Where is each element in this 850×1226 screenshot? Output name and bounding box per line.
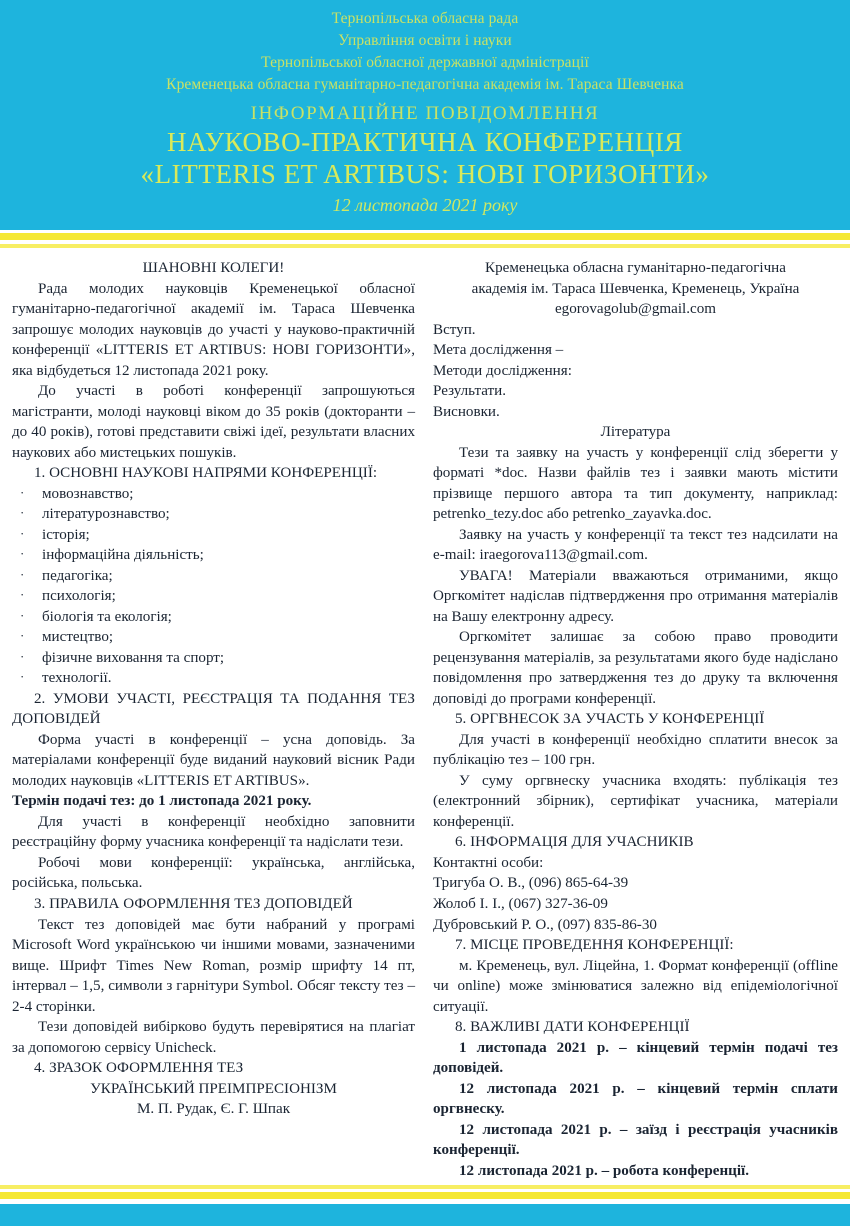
structure-item-conclusions: Висновки. <box>433 403 500 420</box>
affiliation-line-2: академія ім. Тараса Шевченка, Кременець, Україна <box>471 280 800 297</box>
sample-thesis-authors: М. П. Рудак, Є. Г. Шпак <box>136 1101 291 1118</box>
important-date-3: 12 листопада 2021 р. – заїзд і реєстрація учасників конференції. <box>433 1121 838 1159</box>
list-item <box>12 566 415 587</box>
contact-person-1: Тригуба О. В., (096) 865-64-39 <box>433 875 629 892</box>
list-item <box>12 484 415 505</box>
topic-label: технології. <box>42 670 112 687</box>
important-date-2: 12 листопада 2021 р. – кінцевий термін сплати оргвнеску. <box>433 1080 838 1118</box>
bullet-icon: · <box>20 525 25 541</box>
structure-item-intro: Вступ. <box>433 321 476 338</box>
stripe-yellow-thick <box>0 233 850 240</box>
important-date-4: 12 листопада 2021 р. – робота конференції. <box>459 1162 750 1179</box>
conference-title-line-1: НАУКОВО-ПРАКТИЧНА КОНФЕРЕНЦІЯ <box>167 126 683 157</box>
list-item <box>12 627 415 648</box>
topic-label: мистецтво; <box>42 629 114 646</box>
topic-label: інформаційна діяльність; <box>42 547 204 564</box>
list-item <box>12 607 415 628</box>
greeting: ШАНОВНІ КОЛЕГИ! <box>142 260 285 277</box>
section-3-paragraph-1: Текст тез доповідей має бути набраний у програмі Microsoft Word українською чи іншими мовами, зазначеними вище. Шрифт Times New Roman, розмір шрифту 14 пт, інтервал – 1,5, символи з гарнітури Symbol. Обсяг тексту тез – 2-4 сторінки. <box>12 916 415 1015</box>
intro-paragraph-1: Рада молодих науковців Кременецької обласної гуманітарно-педагогічної академії ім. Тараса Шевченка запрошує молодих науковців до участі у науково-практичній конференції «LITTERIS ET ARTIBUS: НОВІ ГОРИЗОНТИ», яка відбудеться 12 листопада 2021 року. <box>12 280 415 379</box>
section-7-heading: 7. МІСЦЕ ПРОВЕДЕННЯ КОНФЕРЕНЦІЇ: <box>455 937 734 954</box>
announcement-subtitle: ІНФОРМАЦІЙНЕ ПОВІДОМЛЕННЯ <box>250 103 600 124</box>
section-5-heading: 5. ОРГВНЕСОК ЗА УЧАСТЬ У КОНФЕРЕНЦІЇ <box>455 711 765 728</box>
section-7-paragraph-1: м. Кременець, вул. Ліцейна, 1. Формат конференції (offline чи online) може змінюватися залежно від епідеміологічної ситуації. <box>433 957 838 1015</box>
bullet-icon: · <box>20 484 25 500</box>
bullet-icon: · <box>20 587 25 603</box>
conference-date: 12 листопада 2021 року <box>332 195 518 216</box>
footer-divider-stripes <box>0 1181 850 1226</box>
contacts-label: Контактні особи: <box>433 854 544 871</box>
section-2-heading: 2. УМОВИ УЧАСТІ, РЕЄСТРАЦІЯ ТА ПОДАННЯ ТЕЗ ДОПОВІДЕЙ <box>12 690 415 728</box>
organizer-line-4: Кременецька обласна гуманітарно-педагогічна академія ім. Тараса Шевченка <box>166 76 684 93</box>
organizer-line-2: Управління освіти і науки <box>338 32 512 49</box>
organizer-line-1: Тернопільська обласна рада <box>331 10 519 27</box>
left-column <box>6 258 423 1181</box>
bullet-icon: · <box>20 669 25 685</box>
review-paragraph: Оргкомітет залишає за собою право проводити рецензування матеріалів, за результатами якого буде надіслано повідомлення про затвердження тез до друку та включення доповіді до програми конференції. <box>433 629 838 707</box>
topic-label: мовознавство; <box>42 485 134 502</box>
bullet-icon: · <box>20 607 25 623</box>
bullet-icon: · <box>20 648 25 664</box>
footer-band <box>0 1204 850 1226</box>
affiliation-line-1: Кременецька обласна гуманітарно-педагогічна <box>485 260 786 277</box>
submission-email-paragraph: Заявку на участь у конференції та текст тез надсилати на e-mail: iraegorova113@gmail.com. <box>433 526 838 564</box>
section-8-heading: 8. ВАЖЛИВІ ДАТИ КОНФЕРЕНЦІЇ <box>455 1019 690 1036</box>
list-item <box>12 504 415 525</box>
literature-heading: Література <box>600 424 671 441</box>
topic-label: історія; <box>42 526 90 543</box>
section-5-paragraph-2: У суму оргвнеску учасника входять: публікація тез (електронний збірник), сертифікат учасника, матеріали конференції. <box>433 772 838 830</box>
header-banner <box>0 0 850 227</box>
attention-paragraph: УВАГА! Матеріали вважаються отриманими, якщо Оргкомітет надіслав підтвердження про отримання матеріалів на Вашу електронну адресу. <box>433 567 838 625</box>
right-column <box>423 258 844 1181</box>
bullet-icon: · <box>20 505 25 521</box>
contact-person-3: Дубровський Р. О., (097) 835-86-30 <box>433 916 657 933</box>
list-item <box>12 648 415 669</box>
list-item <box>12 668 415 689</box>
topic-label: літературознавство; <box>42 506 170 523</box>
contact-person-2: Жолоб І. І., (067) 327-36-09 <box>433 896 608 912</box>
topic-label: біологія та екологія; <box>42 608 172 625</box>
topic-label: фізичне виховання та спорт; <box>42 649 225 666</box>
list-item <box>12 525 415 546</box>
section-2-paragraph-2: Для участі в конференції необхідно заповнити реєстраційну форму учасника конференції та надіслати тези. <box>12 813 415 851</box>
intro-paragraph-2: До участі в роботі конференції запрошуються магістранти, молоді науковці віком до 35 років (докторанти – до 40 років), готові представити свіжі ідеї, результати власних наукових або мистецьких пошуків. <box>12 383 415 461</box>
thesis-deadline: Термін подачі тез: до 1 листопада 2021 року. <box>12 793 312 810</box>
header-divider-stripes <box>0 227 850 254</box>
organizer-line-3: Тернопільської обласної державної адміністрації <box>261 54 589 71</box>
section-1-heading: 1. ОСНОВНІ НАУКОВІ НАПРЯМИ КОНФЕРЕНЦІЇ: <box>34 465 378 482</box>
bullet-icon: · <box>20 566 25 582</box>
section-2-paragraph-1: Форма участі в конференції – усна доповідь. За матеріалами конференції буде виданий науковий вісник Ради молодих науковців «LITTERIS ET ARTIBUS». <box>12 731 415 789</box>
structure-item-results: Результати. <box>433 383 506 400</box>
topic-label: психологія; <box>42 588 116 605</box>
sample-thesis-title: УКРАЇНСЬКИЙ ПРЕІМПРЕСІОНІЗМ <box>90 1080 337 1097</box>
file-naming-paragraph: Тези та заявку на участь у конференції слід зберегти у форматі *doc. Назви файлів тез і заявки мають містити прізвище першого автора та тип документу, наприклад: petrenko_tezy.doc або petrenko_zayavka.doc. <box>433 444 838 523</box>
bullet-icon: · <box>20 546 25 562</box>
section-5-paragraph-1: Для участі в конференції необхідно сплатити внесок за публікацію тез – 100 грн. <box>433 731 838 769</box>
section-2-paragraph-3: Робочі мови конференції: українська, англійська, російська, польська. <box>12 854 415 892</box>
affiliation-email: egorovagolub@gmail.com <box>554 301 717 318</box>
structure-item-methods: Методи дослідження: <box>433 362 572 379</box>
structure-item-aim: Мета дослідження – <box>433 342 564 359</box>
document-body <box>0 254 850 1181</box>
section-4-heading: 4. ЗРАЗОК ОФОРМЛЕННЯ ТЕЗ <box>34 1060 244 1077</box>
conference-title-line-2: «LITTERIS ET ARTIBUS: НОВІ ГОРИЗОНТИ» <box>140 159 710 190</box>
topics-list <box>12 484 415 689</box>
list-item <box>12 545 415 566</box>
section-3-paragraph-2: Тези доповідей вибірково будуть перевірятися на плагіат за допомогою сервісу Unicheck. <box>12 1019 415 1056</box>
footer-stripe-yellow-thick <box>0 1192 850 1199</box>
topic-label: педагогіка; <box>42 567 113 584</box>
list-item <box>12 586 415 607</box>
important-date-1: 1 листопада 2021 р. – кінцевий термін подачі тез доповідей. <box>433 1039 838 1077</box>
bullet-icon: · <box>20 628 25 644</box>
section-3-heading: 3. ПРАВИЛА ОФОРМЛЕННЯ ТЕЗ ДОПОВІДЕЙ <box>34 896 353 912</box>
section-6-heading: 6. ІНФОРМАЦІЯ ДЛЯ УЧАСНИКІВ <box>455 834 694 851</box>
